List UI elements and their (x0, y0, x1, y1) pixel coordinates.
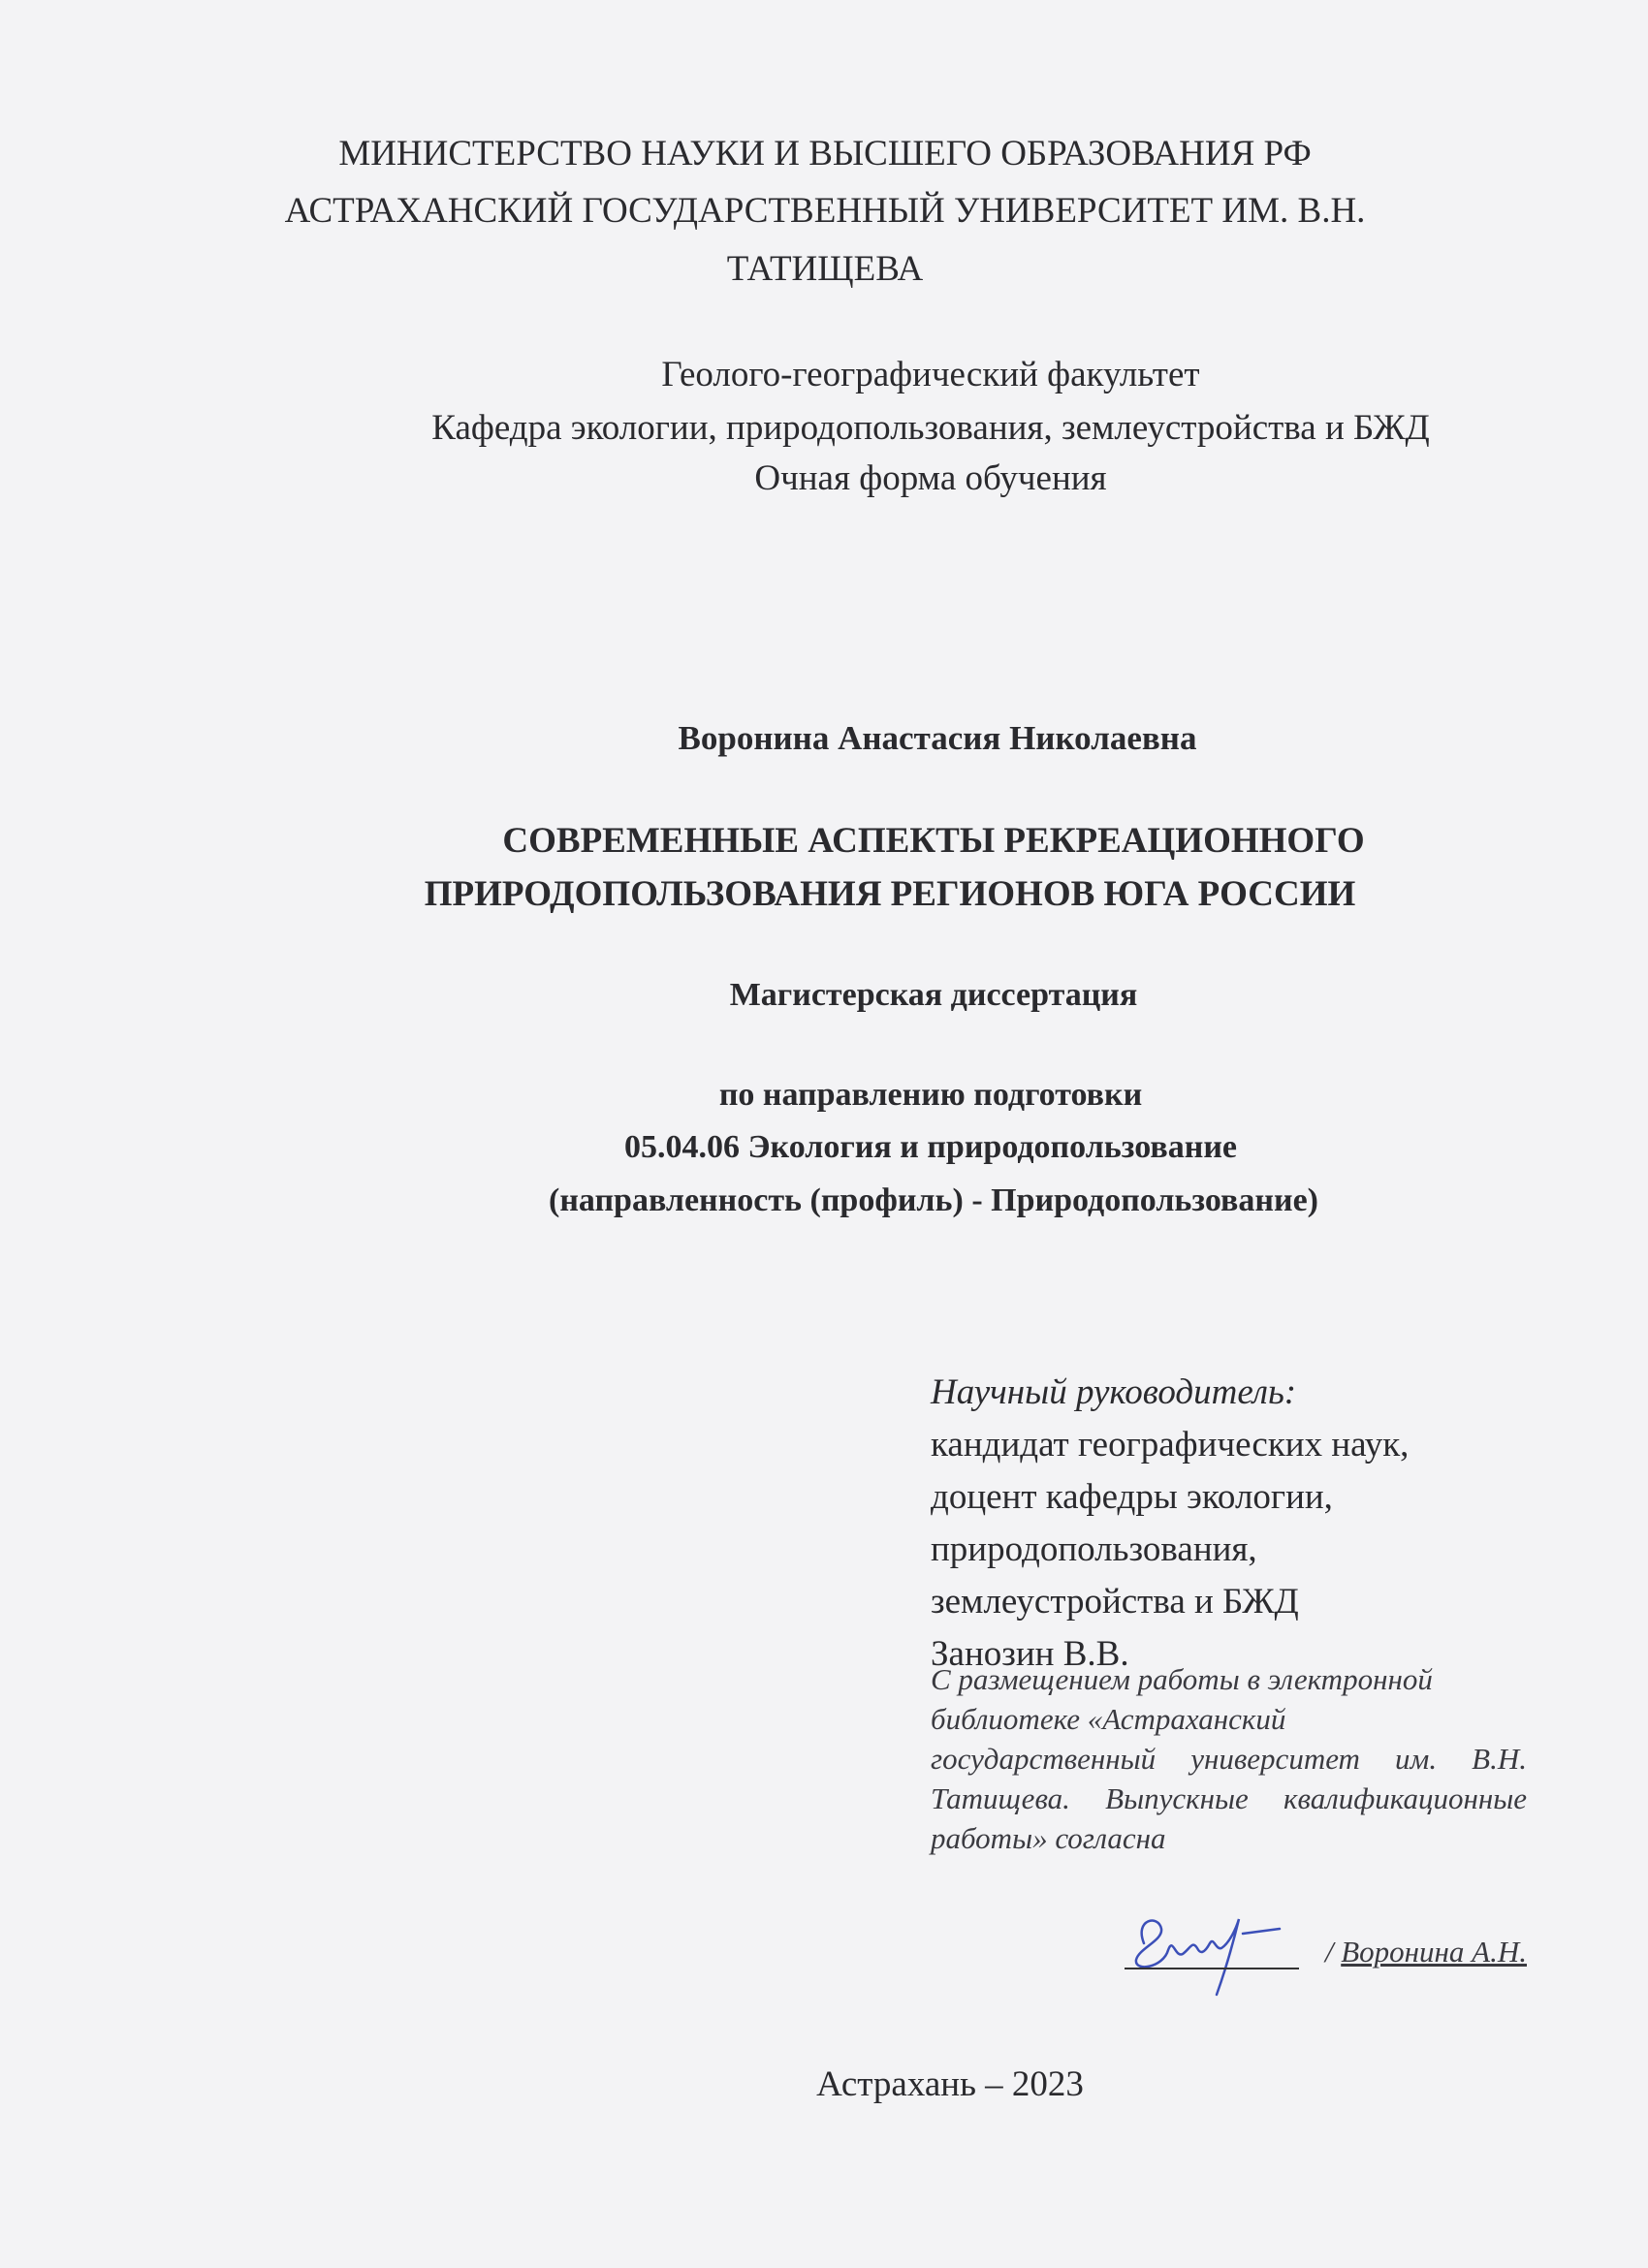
work-type: Магистерская диссертация (729, 977, 1138, 1013)
author-name: Воронина Анастасия Николаевна (678, 719, 1197, 757)
study-form: Очная форма обучения (754, 458, 1107, 498)
thesis-title-line1: СОВРЕМЕННЫЕ АСПЕКТЫ РЕКРЕАЦИОННОГО (502, 821, 1365, 861)
thesis-title-line2: ПРИРОДОПОЛЬЗОВАНИЯ РЕГИОНОВ ЮГА РОССИИ (424, 874, 1356, 914)
signature-separator: / (1324, 1935, 1334, 1969)
consent-line: работы» согласна (931, 1821, 1166, 1855)
supervisor-line: природопользования, (931, 1529, 1257, 1569)
handwritten-signature (1115, 1890, 1309, 1997)
direction-line2: 05.04.06 Экология и природопользование (623, 1129, 1238, 1165)
university-line: АСТРАХАНСКИЙ ГОСУДАРСТВЕННЫЙ УНИВЕРСИТЕТ ИМ. В.Н. (284, 191, 1366, 231)
supervisor-block (931, 1367, 1409, 1681)
consent-line: Татищева. Выпускные квалификационные (931, 1781, 1527, 1815)
faculty: Геолого-географический факультет (661, 355, 1200, 394)
direction-line1: по направлению подготовки (718, 1077, 1143, 1113)
signer-name: Воронина А.Н. (1341, 1935, 1527, 1969)
supervisor-line: кандидат географических наук, (931, 1425, 1410, 1465)
signature-line (1125, 1968, 1299, 1969)
university-line-continued: ТАТИЩЕВА (726, 249, 924, 289)
department: Кафедра экологии, природопользования, землеустройства и БЖД (431, 408, 1430, 448)
supervisor-line: доцент кафедры экологии, (931, 1477, 1333, 1517)
signature-name (1325, 1935, 1527, 1969)
consent-block (931, 1659, 1527, 1858)
consent-line: библиотеке «Астраханский (931, 1702, 1286, 1736)
supervisor-label: Научный руководитель: (931, 1372, 1297, 1412)
supervisor-name: Занозин В.В. (931, 1634, 1129, 1674)
consent-line: С размещением работы в электронной (931, 1662, 1433, 1696)
consent-line: государственный университет им. В.Н. (931, 1742, 1527, 1776)
direction-line3: (направленность (профиль) - Природопользование) (549, 1182, 1318, 1218)
ministry-line: МИНИСТЕРСТВО НАУКИ И ВЫСШЕГО ОБРАЗОВАНИЯ РФ (338, 134, 1312, 173)
supervisor-line: землеустройства и БЖД (931, 1582, 1299, 1622)
city-year: Астрахань – 2023 (816, 2064, 1084, 2104)
